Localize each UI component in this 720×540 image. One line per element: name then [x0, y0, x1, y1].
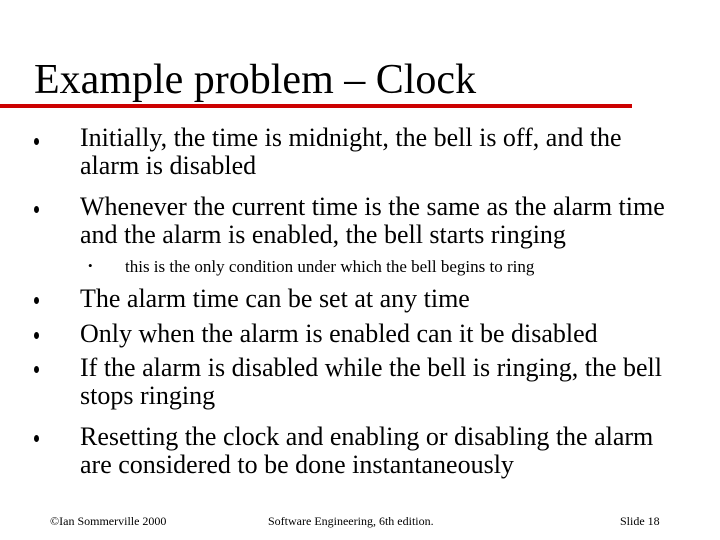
- footer-copyright: ©Ian Sommerville 2000: [50, 514, 167, 528]
- bullet-item: The alarm time can be set at any time: [80, 284, 470, 313]
- bullet-item: Whenever the current time is the same as the alarm time and the alarm is enabled, the bell starts ringing: [80, 192, 665, 249]
- bullet-dot: [34, 332, 39, 339]
- bullet-item: Only when the alarm is enabled can it be disabled: [80, 319, 598, 348]
- sub-bullet-item: this is the only condition under which the bell begins to ring: [125, 257, 535, 276]
- footer-book: Software Engineering, 6th edition.: [268, 514, 434, 528]
- bullet-dot: [34, 138, 39, 145]
- sub-bullet-marker: •: [88, 258, 93, 273]
- bullet-item: Initially, the time is midnight, the bell is off, and the alarm is disabled: [80, 123, 622, 180]
- footer-slide-number: Slide 18: [620, 514, 660, 528]
- bullet-dot: [34, 435, 39, 442]
- bullet-dot: [34, 366, 39, 373]
- bullet-dot: [34, 297, 39, 304]
- bullet-item: Resetting the clock and enabling or disabling the alarm are considered to be done instantaneously: [80, 422, 654, 479]
- bullet-dot: [34, 206, 39, 213]
- bullet-item: If the alarm is disabled while the bell is ringing, the bell stops ringing: [80, 353, 662, 410]
- slide-title: Example problem – Clock: [34, 57, 477, 103]
